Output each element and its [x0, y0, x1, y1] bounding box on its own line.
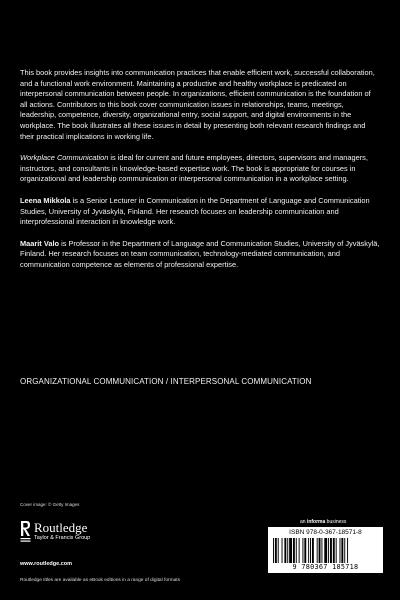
audience-paragraph	[20, 153, 380, 185]
publisher-logo	[20, 520, 160, 554]
author-name-2: Maarit Valo	[20, 238, 60, 248]
informa-business-tag	[300, 519, 346, 525]
ebook-note: Routledge titles are available as eBook editions in a range of digital formats	[20, 578, 180, 583]
author-bio-2	[20, 239, 380, 271]
book-title-italic: Workplace Communication	[20, 153, 109, 163]
subject-categories: ORGANIZATIONAL COMMUNICATION / INTERPERSONAL COMMUNICATION	[20, 377, 312, 386]
informa-brand: informa	[306, 519, 326, 525]
publisher-name: Routledge	[34, 520, 88, 535]
barcode-panel	[268, 527, 383, 573]
publisher-group: Taylor & Francis Group	[34, 535, 91, 541]
publisher-website: www.routledge.com	[20, 561, 73, 567]
audience-text: is ideal for current and future employees, directors, supervisors and managers, instructors, and consultants in knowledge-based expertise work. The book is appropriate for courses in organizational and leadership communication or interpersonal communication in a workplace setting.	[20, 153, 368, 184]
author-name-1: Leena Mikkola	[20, 195, 71, 205]
author-bio-text-2: is Professor in the Department of Language and Communication Studies, University of Jyväskylä, Finland. Her research focuses on team communication, technology-mediated communication, and communication competence as elements of professional expertise.	[20, 238, 380, 269]
barcode-icon	[273, 538, 378, 563]
routledge-r-icon	[20, 520, 31, 546]
isbn-number: ISBN 978-0-367-18571-8	[289, 529, 362, 536]
author-bio-text-1: is a Senior Lecturer in Communication in the Department of Language and Communication Studies, University of Jyväskylä, Finland. Her research focuses on leadership communication and interprofessional interaction in knowledge work.	[20, 195, 370, 227]
cover-image-credit: Cover image: © Getty Images	[20, 502, 80, 507]
informa-suffix: business	[325, 519, 347, 525]
description-paragraph: This book provides insights into communication practices that enable efficient work, successful collaboration, and a functional work environment. Maintaining a productive and healthy workplace is predicated on interpersonal communication between people. In organizations, efficient communication is the foundation of all actions. Contributors to this book cover communication issues in relationships, teams, meetings, leadership, competence, diversity, organizational entry, social support, and digital environments in the workplace. The book illustrates all these issues in detail by presenting both relevant research findings and their practical implications in working life.	[20, 68, 375, 141]
author-bio-1	[20, 196, 380, 228]
informa-prefix: an	[300, 519, 307, 525]
description-block	[20, 68, 380, 282]
barcode-digits: 9 780367 185718	[292, 563, 359, 571]
